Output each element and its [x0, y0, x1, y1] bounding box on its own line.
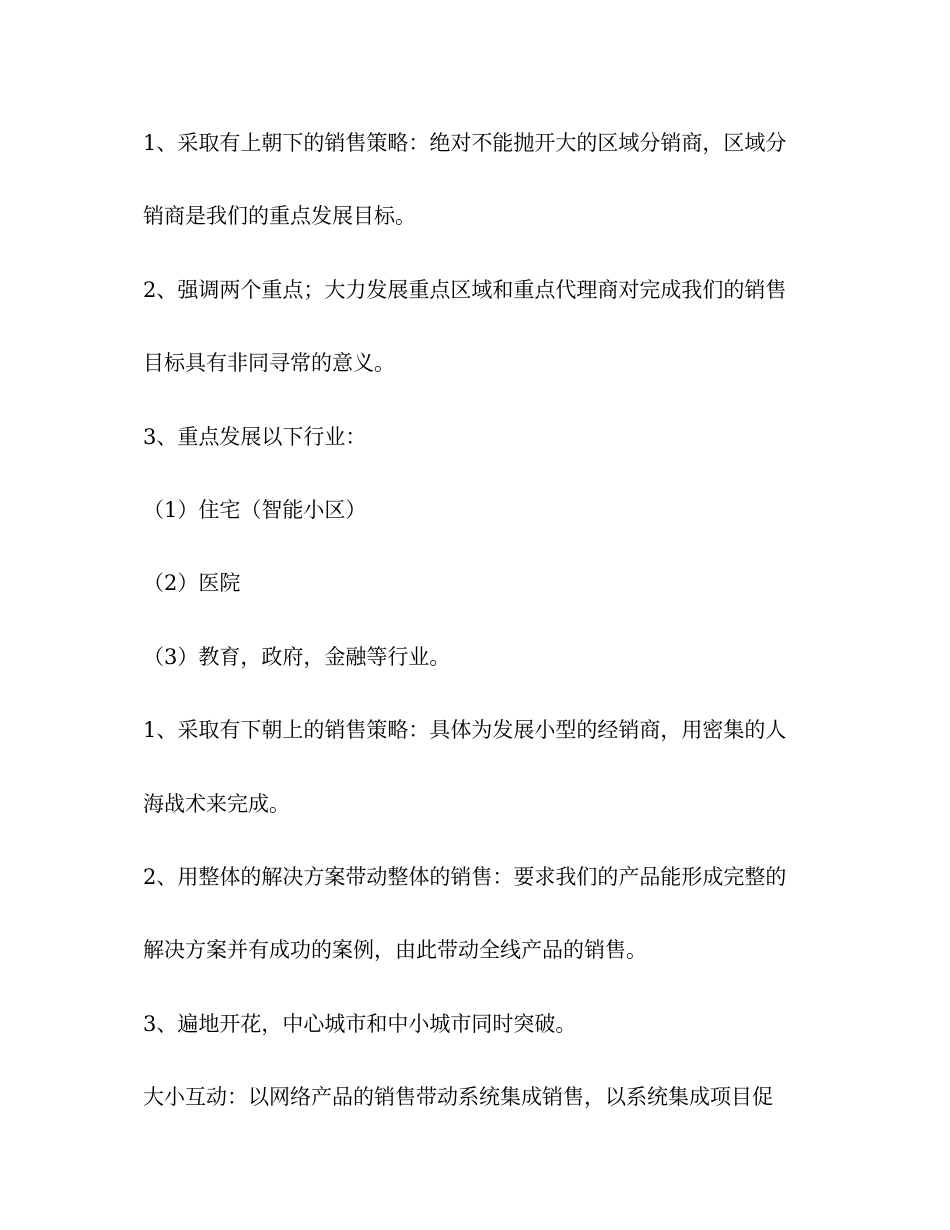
text-line: （1）住宅（智能小区）	[143, 497, 367, 522]
text-line: 1、采取有上朝下的销售策略：绝对不能抛开大的区域分销商，区域分	[143, 131, 787, 155]
text-line: 海战术来完成。	[143, 791, 290, 816]
document-body	[143, 120, 808, 1147]
text-line: 2、用整体的解决方案带动整体的销售：要求我们的产品能形成完整的	[143, 864, 787, 889]
text-line: 解决方案并有成功的案例，由此带动全线产品的销售。	[143, 938, 647, 963]
text-line: 1、采取有下朝上的销售策略：具体为发展小型的经销商，用密集的人	[143, 718, 787, 743]
text-line: （2）医院	[143, 571, 241, 596]
text-line: 销商是我们的重点发展目标。	[143, 204, 416, 229]
text-line: 目标具有非同寻常的意义。	[143, 351, 395, 376]
text-line: 3、遍地开花，中心城市和中小城市同时突破。	[143, 1011, 577, 1036]
text-line: 3、重点发展以下行业：	[143, 424, 367, 449]
text-line: （3）教育，政府，金融等行业。	[143, 644, 451, 669]
text-line: 2、强调两个重点；大力发展重点区域和重点代理商对完成我们的销售	[143, 277, 787, 302]
text-line: 大小互动：以网络产品的销售带动系统集成销售，以系统集成项目促	[143, 1085, 773, 1110]
